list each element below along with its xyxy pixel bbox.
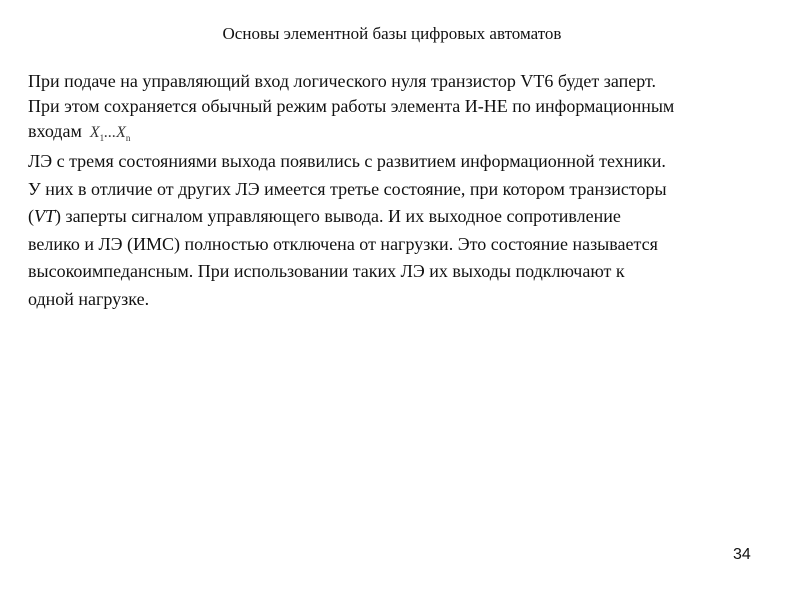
paragraph-2 [28,148,788,314]
text-line: ЛЭ с тремя состояниями выхода появились с развитием информационной техники. [28,151,666,171]
text-line: (VT) заперты сигналом управляющего вывода. И их выходное сопротивление [28,206,621,227]
text-line: одной нагрузке. [28,288,150,309]
math-formula: $X_1...X_n$ [89,124,131,144]
slide-title: Основы элементной базы цифровых автоматов [222,24,562,43]
text-line: У них в отличие от других ЛЭ имеется третье состояние, при котором транзисторы [28,178,667,199]
text-line: высокоимпедансным. При использовании таких ЛЭ их выходы подключают к [28,261,625,282]
text-line: велико и ЛЭ (ИМС) полностью отключена от нагрузки. Это состояние называется [28,233,658,254]
page-number: 34 [733,546,751,563]
text-line: При этом сохраняется обычный режим работы элемента И-НЕ по информационным [28,96,675,116]
text-line: входам $X_1...X_n$ [28,121,131,144]
text-line: При подаче на управляющий вход логического нуля транзистор VT6 будет заперт. [28,71,657,91]
paragraph-1 [28,69,788,151]
